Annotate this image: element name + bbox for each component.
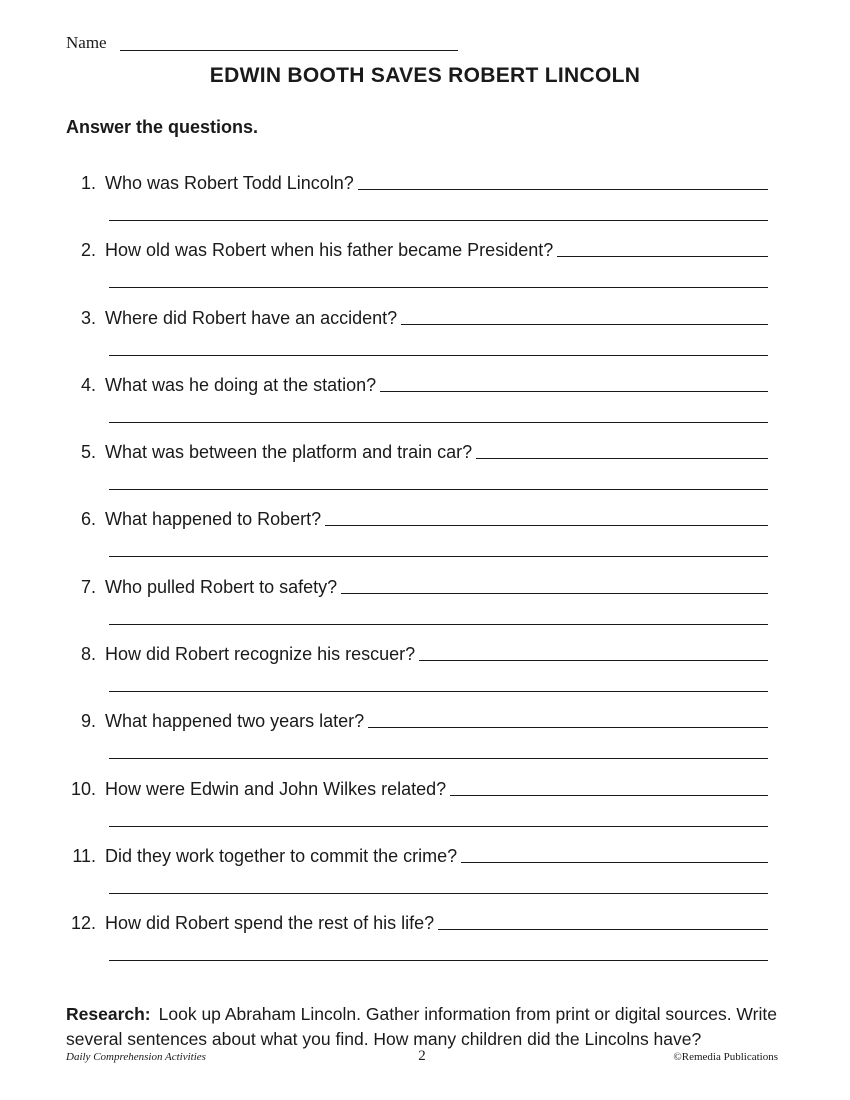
- answer-line[interactable]: [401, 324, 768, 325]
- question-text: What happened to Robert?: [105, 509, 322, 530]
- question-text: What was between the platform and train car?: [105, 442, 473, 463]
- question-item: [60, 299, 768, 366]
- question-number: 10.: [70, 778, 96, 799]
- answer-line-second[interactable]: [109, 489, 768, 490]
- question-number: 8.: [80, 644, 96, 665]
- question-item: [60, 770, 768, 837]
- page-title: EDWIN BOOTH SAVES ROBERT LINCOLN: [209, 64, 641, 87]
- answer-line-second[interactable]: [109, 422, 768, 423]
- question-number: 3.: [80, 307, 96, 328]
- answer-line-second[interactable]: [109, 624, 768, 625]
- page-number: 2: [418, 1048, 426, 1064]
- question-number: 12.: [70, 913, 96, 934]
- answer-line[interactable]: [461, 862, 768, 863]
- answer-line-second[interactable]: [109, 556, 768, 557]
- question-number: 7.: [80, 576, 96, 597]
- question-text: What was he doing at the station?: [105, 374, 377, 395]
- name-field[interactable]: [66, 30, 458, 52]
- question-number: 1.: [80, 173, 96, 193]
- instructions: Answer the questions.: [66, 117, 259, 137]
- answer-line[interactable]: [476, 458, 768, 459]
- question-number: 5.: [80, 442, 96, 463]
- research-section: [66, 1002, 786, 1052]
- question-item: [60, 366, 768, 433]
- answer-line-second[interactable]: [109, 960, 768, 961]
- answer-line-second[interactable]: [109, 355, 768, 356]
- answer-line[interactable]: [438, 929, 768, 930]
- question-item: [60, 164, 768, 231]
- question-text: Who was Robert Todd Lincoln?: [105, 173, 354, 193]
- question-text: How old was Robert when his father became President?: [105, 240, 554, 261]
- research-text: Look up Abraham Lincoln. Gather information from print or digital sources. Write several sentences about what you find. How many children did the Lincolns have?: [66, 1004, 777, 1049]
- answer-line-second[interactable]: [109, 758, 768, 759]
- question-text: How did Robert spend the rest of his life?: [105, 913, 435, 934]
- research-label: Research:: [66, 1004, 151, 1024]
- question-number: 2.: [80, 240, 96, 261]
- question-item: [60, 433, 768, 500]
- answer-line-second[interactable]: [109, 691, 768, 692]
- name-answer-line[interactable]: [120, 50, 458, 51]
- page-footer: [66, 1048, 778, 1066]
- answer-line[interactable]: [341, 593, 768, 594]
- question-item: [60, 904, 768, 971]
- answer-line[interactable]: [325, 525, 768, 526]
- answer-line-second[interactable]: [109, 220, 768, 221]
- question-item: [60, 702, 768, 769]
- question-item: [60, 231, 768, 298]
- question-text: Did they work together to commit the crime?: [105, 845, 458, 866]
- question-text: How did Robert recognize his rescuer?: [105, 644, 416, 665]
- question-list: [60, 164, 768, 972]
- answer-line-second[interactable]: [109, 893, 768, 894]
- answer-line[interactable]: [358, 189, 768, 190]
- answer-line[interactable]: [368, 727, 768, 728]
- answer-line-second[interactable]: [109, 826, 768, 827]
- question-number: 4.: [80, 374, 96, 395]
- answer-line[interactable]: [380, 391, 768, 392]
- question-text: What happened two years later?: [105, 711, 365, 732]
- question-item: [60, 635, 768, 702]
- footer-copyright: ©Remedia Publications: [673, 1051, 778, 1063]
- question-number: 11.: [72, 845, 96, 866]
- question-text: Where did Robert have an accident?: [105, 307, 398, 328]
- question-text: Who pulled Robert to safety?: [105, 576, 338, 597]
- question-number: 9.: [80, 711, 96, 732]
- question-text: How were Edwin and John Wilkes related?: [105, 778, 447, 799]
- question-item: [60, 837, 768, 904]
- answer-line[interactable]: [419, 660, 768, 661]
- answer-line[interactable]: [450, 795, 768, 796]
- answer-line-second[interactable]: [109, 287, 768, 288]
- answer-line[interactable]: [557, 256, 768, 257]
- question-item: [60, 500, 768, 567]
- question-number: 6.: [80, 509, 96, 530]
- footer-series-title: Daily Comprehension Activities: [66, 1051, 206, 1063]
- name-label: Name: [66, 33, 107, 52]
- question-item: [60, 568, 768, 635]
